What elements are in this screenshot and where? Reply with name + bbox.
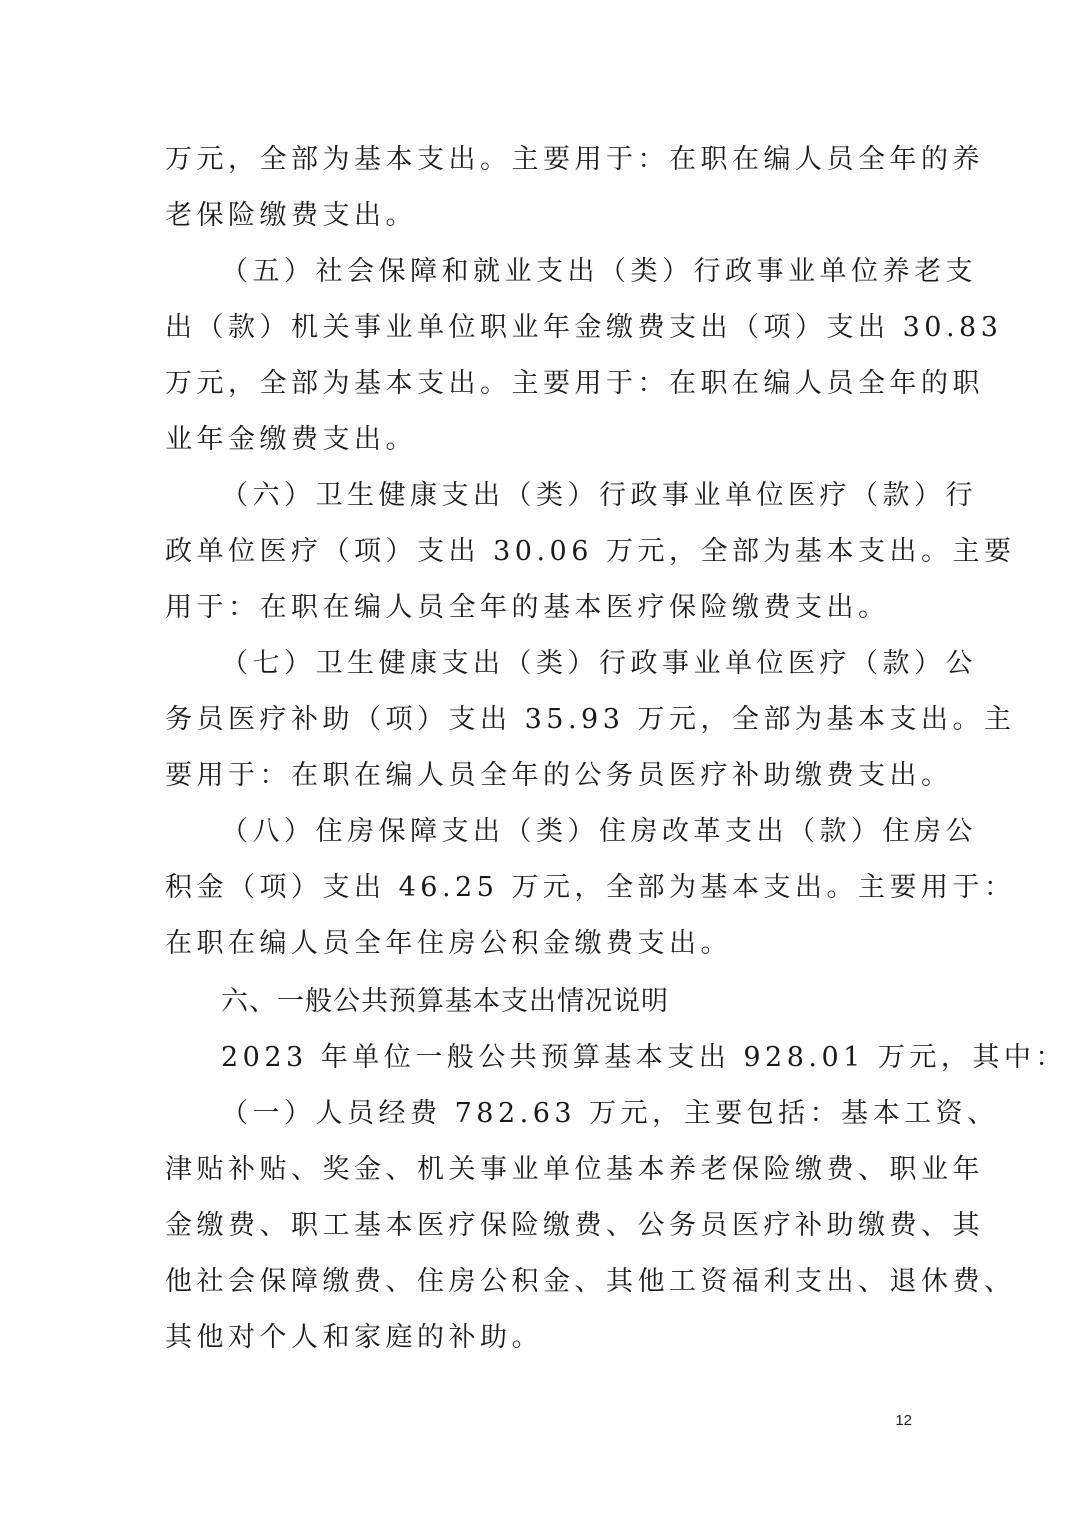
text-line: 老保险缴费支出。 [165, 200, 417, 231]
text-line: 积金（项）支出 46.25 万元，全部为基本支出。主要用于： [165, 872, 1016, 903]
paragraph-start-line: （六）卫生健康支出（类）行政事业单位医疗（款）行 [221, 480, 977, 511]
paragraph-start-line: （七）卫生健康支出（类）行政事业单位医疗（款）公 [221, 648, 977, 679]
text-line: 业年金缴费支出。 [165, 424, 417, 455]
text-line: 万元，全部为基本支出。主要用于：在职在编人员全年的职 [165, 368, 984, 399]
text-line: 金缴费、职工基本医疗保险缴费、公务员医疗补助缴费、其 [165, 1210, 984, 1241]
text-line: 务员医疗补助（项）支出 35.93 万元，全部为基本支出。主 [165, 704, 1016, 735]
paragraph-start-line: （一）人员经费 782.63 万元，主要包括：基本工资、 [221, 1098, 999, 1129]
text-line: 在职在编人员全年住房公积金缴费支出。 [165, 928, 732, 959]
paragraph-start-line: 2023 年单位一般公共预算基本支出 928.01 万元，其中： [221, 1042, 1067, 1073]
text-line: 其他对个人和家庭的补助。 [165, 1322, 543, 1353]
text-line: 用于：在职在编人员全年的基本医疗保险缴费支出。 [165, 592, 890, 623]
text-line: 万元，全部为基本支出。主要用于：在职在编人员全年的养 [165, 144, 984, 175]
section-heading: 六、一般公共预算基本支出情况说明 [221, 986, 669, 1017]
paragraph-start-line: （五）社会保障和就业支出（类）行政事业单位养老支 [221, 256, 977, 287]
text-line: 津贴补贴、奖金、机关事业单位基本养老保险缴费、职业年 [165, 1154, 984, 1185]
page-number: 12 [895, 1412, 912, 1429]
text-line: 要用于：在职在编人员全年的公务员医疗补助缴费支出。 [165, 760, 953, 791]
text-line: 出（款）机关事业单位职业年金缴费支出（项）支出 30.83 [165, 312, 1003, 343]
paragraph-start-line: （八）住房保障支出（类）住房改革支出（款）住房公 [221, 816, 977, 847]
text-line: 他社会保障缴费、住房公积金、其他工资福利支出、退休费、 [165, 1266, 1016, 1297]
text-line: 政单位医疗（项）支出 30.06 万元，全部为基本支出。主要 [165, 536, 1016, 567]
